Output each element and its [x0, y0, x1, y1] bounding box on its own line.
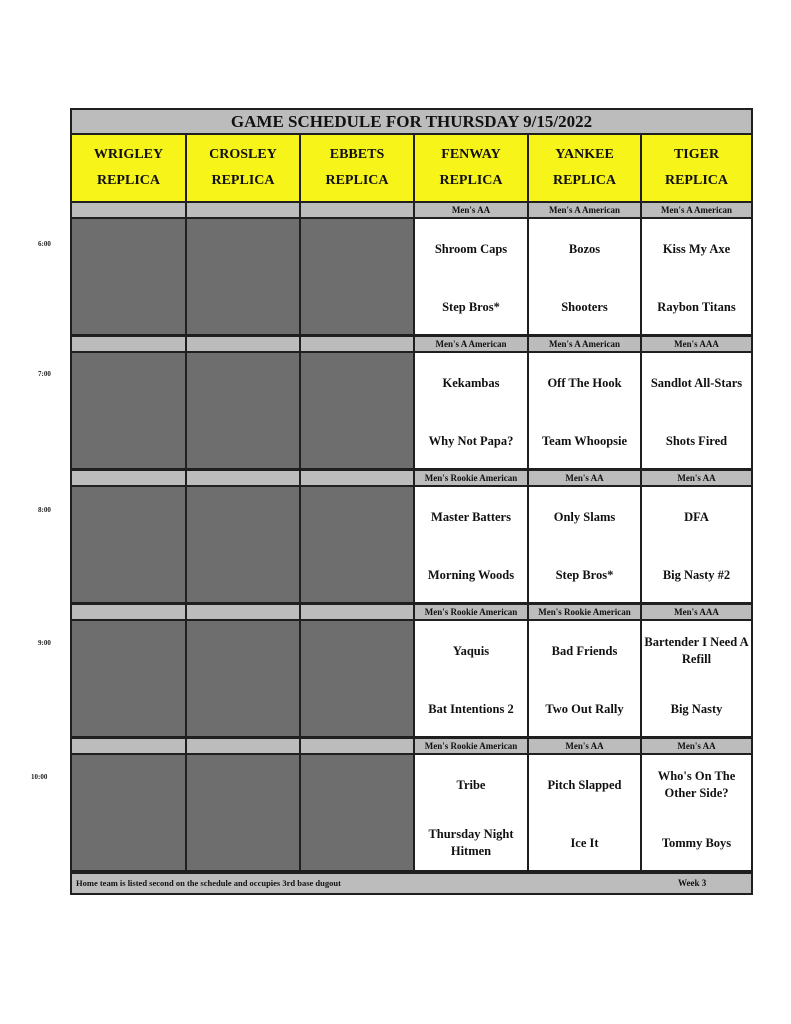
unused-field-block — [72, 755, 185, 870]
division-label: Men's Rookie American — [415, 471, 527, 485]
empty-division-band — [187, 739, 299, 753]
empty-division-band — [72, 203, 185, 217]
away-team: Only Slams — [553, 509, 616, 524]
unused-field-block — [72, 621, 185, 736]
field-subtitle: REPLICA — [439, 173, 503, 188]
empty-division-band — [301, 337, 413, 351]
game-cell — [415, 487, 527, 602]
division-label: Men's A American — [642, 203, 751, 217]
game-cell — [529, 755, 640, 870]
away-team: Bozos — [568, 241, 601, 256]
field-name: YANKEE — [555, 147, 614, 162]
empty-division-band — [72, 739, 185, 753]
field-subtitle: REPLICA — [552, 173, 616, 188]
field-name: WRIGLEY — [93, 147, 164, 162]
home-team: Morning Woods — [427, 567, 515, 582]
home-team: Two Out Rally — [545, 701, 624, 716]
division-label: Men's Rookie American — [529, 605, 640, 619]
division-label: Men's AA — [529, 471, 640, 485]
time-label: 7:00 — [38, 370, 51, 378]
unused-field-block — [187, 487, 299, 602]
game-cell — [415, 755, 527, 870]
empty-division-band — [301, 471, 413, 485]
time-label: 10:00 — [31, 773, 48, 781]
away-team: Pitch Slapped — [547, 777, 622, 792]
division-label: Men's A American — [529, 203, 640, 217]
game-cell — [529, 353, 640, 468]
field-name: FENWAY — [441, 147, 501, 162]
unused-field-block — [301, 219, 413, 334]
home-team: Why Not Papa? — [428, 433, 514, 448]
unused-field-block — [301, 621, 413, 736]
empty-division-band — [72, 471, 185, 485]
game-cell — [529, 487, 640, 602]
game-cell — [642, 755, 751, 870]
unused-field-block — [187, 219, 299, 334]
empty-division-band — [301, 739, 413, 753]
field-header — [301, 135, 413, 201]
unused-field-block — [72, 219, 185, 334]
field-name: CROSLEY — [209, 147, 277, 162]
field-header — [72, 135, 185, 201]
empty-division-band — [187, 605, 299, 619]
away-team: Shroom Caps — [434, 241, 508, 256]
empty-division-band — [72, 337, 185, 351]
time-label: 6:00 — [38, 240, 51, 248]
home-team: Big Nasty #2 — [662, 567, 731, 582]
home-team: Team Whoopsie — [541, 433, 628, 448]
away-team: Bad Friends — [551, 643, 618, 658]
field-subtitle: REPLICA — [664, 173, 728, 188]
game-cell — [529, 621, 640, 736]
schedule-title: GAME SCHEDULE FOR THURSDAY 9/15/2022 — [72, 110, 751, 133]
division-label: Men's Rookie American — [415, 739, 527, 753]
game-cell — [642, 487, 751, 602]
division-label: Men's AA — [642, 471, 751, 485]
empty-division-band — [301, 605, 413, 619]
unused-field-block — [187, 353, 299, 468]
home-team: Step Bros* — [442, 299, 500, 314]
division-label: Men's AA — [415, 203, 527, 217]
field-subtitle: REPLICA — [96, 173, 160, 188]
division-label: Men's AA — [642, 739, 751, 753]
field-subtitle: REPLICA — [325, 173, 389, 188]
home-team: Thursday Night Hitmen — [428, 827, 514, 858]
away-team: DFA — [684, 509, 709, 524]
division-label: Men's Rookie American — [415, 605, 527, 619]
game-cell — [415, 353, 527, 468]
home-team: Shooters — [561, 299, 608, 314]
game-cell — [642, 219, 751, 334]
empty-division-band — [301, 203, 413, 217]
footer-note: Home team is listed second on the schedule and occupies 3rd base dugout — [76, 878, 341, 888]
time-label: 8:00 — [38, 506, 51, 514]
field-name: EBBETS — [329, 147, 385, 162]
field-subtitle: REPLICA — [211, 173, 275, 188]
game-cell — [642, 353, 751, 468]
schedule-footer — [72, 874, 751, 893]
away-team: Kiss My Axe — [662, 241, 731, 256]
unused-field-block — [301, 755, 413, 870]
division-label: Men's AA — [529, 739, 640, 753]
game-cell — [529, 219, 640, 334]
field-name: TIGER — [673, 147, 720, 162]
game-cell — [415, 621, 527, 736]
time-label: 9:00 — [38, 639, 51, 647]
away-team: Who's On The Other Side? — [657, 769, 736, 800]
home-team: Step Bros* — [555, 567, 614, 582]
empty-division-band — [187, 337, 299, 351]
away-team: Bartender I Need A Refill — [644, 635, 749, 666]
field-header — [529, 135, 640, 201]
home-team: Ice It — [570, 835, 599, 850]
home-team: Tommy Boys — [661, 835, 732, 850]
away-team: Tribe — [456, 777, 486, 792]
unused-field-block — [72, 487, 185, 602]
home-team: Big Nasty — [670, 701, 723, 716]
unused-field-block — [72, 353, 185, 468]
division-label: Men's A American — [415, 337, 527, 351]
field-header — [642, 135, 751, 201]
unused-field-block — [187, 621, 299, 736]
away-team: Sandlot All-Stars — [650, 375, 743, 390]
home-team: Bat Intentions 2 — [428, 701, 514, 716]
game-cell — [642, 621, 751, 736]
home-team: Shots Fired — [665, 433, 728, 448]
schedule-table — [70, 108, 753, 895]
unused-field-block — [187, 755, 299, 870]
unused-field-block — [301, 353, 413, 468]
empty-division-band — [187, 471, 299, 485]
away-team: Master Batters — [431, 509, 511, 524]
division-label: Men's AAA — [642, 337, 751, 351]
away-team: Yaquis — [452, 643, 490, 658]
division-label: Men's A American — [529, 337, 640, 351]
away-team: Off The Hook — [547, 375, 622, 390]
field-header — [187, 135, 299, 201]
field-header — [415, 135, 527, 201]
empty-division-band — [187, 203, 299, 217]
game-cell — [415, 219, 527, 334]
home-team: Raybon Titans — [657, 299, 736, 314]
empty-division-band — [72, 605, 185, 619]
unused-field-block — [301, 487, 413, 602]
week-label: Week 3 — [678, 878, 707, 888]
away-team: Kekambas — [442, 375, 500, 390]
division-label: Men's AAA — [642, 605, 751, 619]
